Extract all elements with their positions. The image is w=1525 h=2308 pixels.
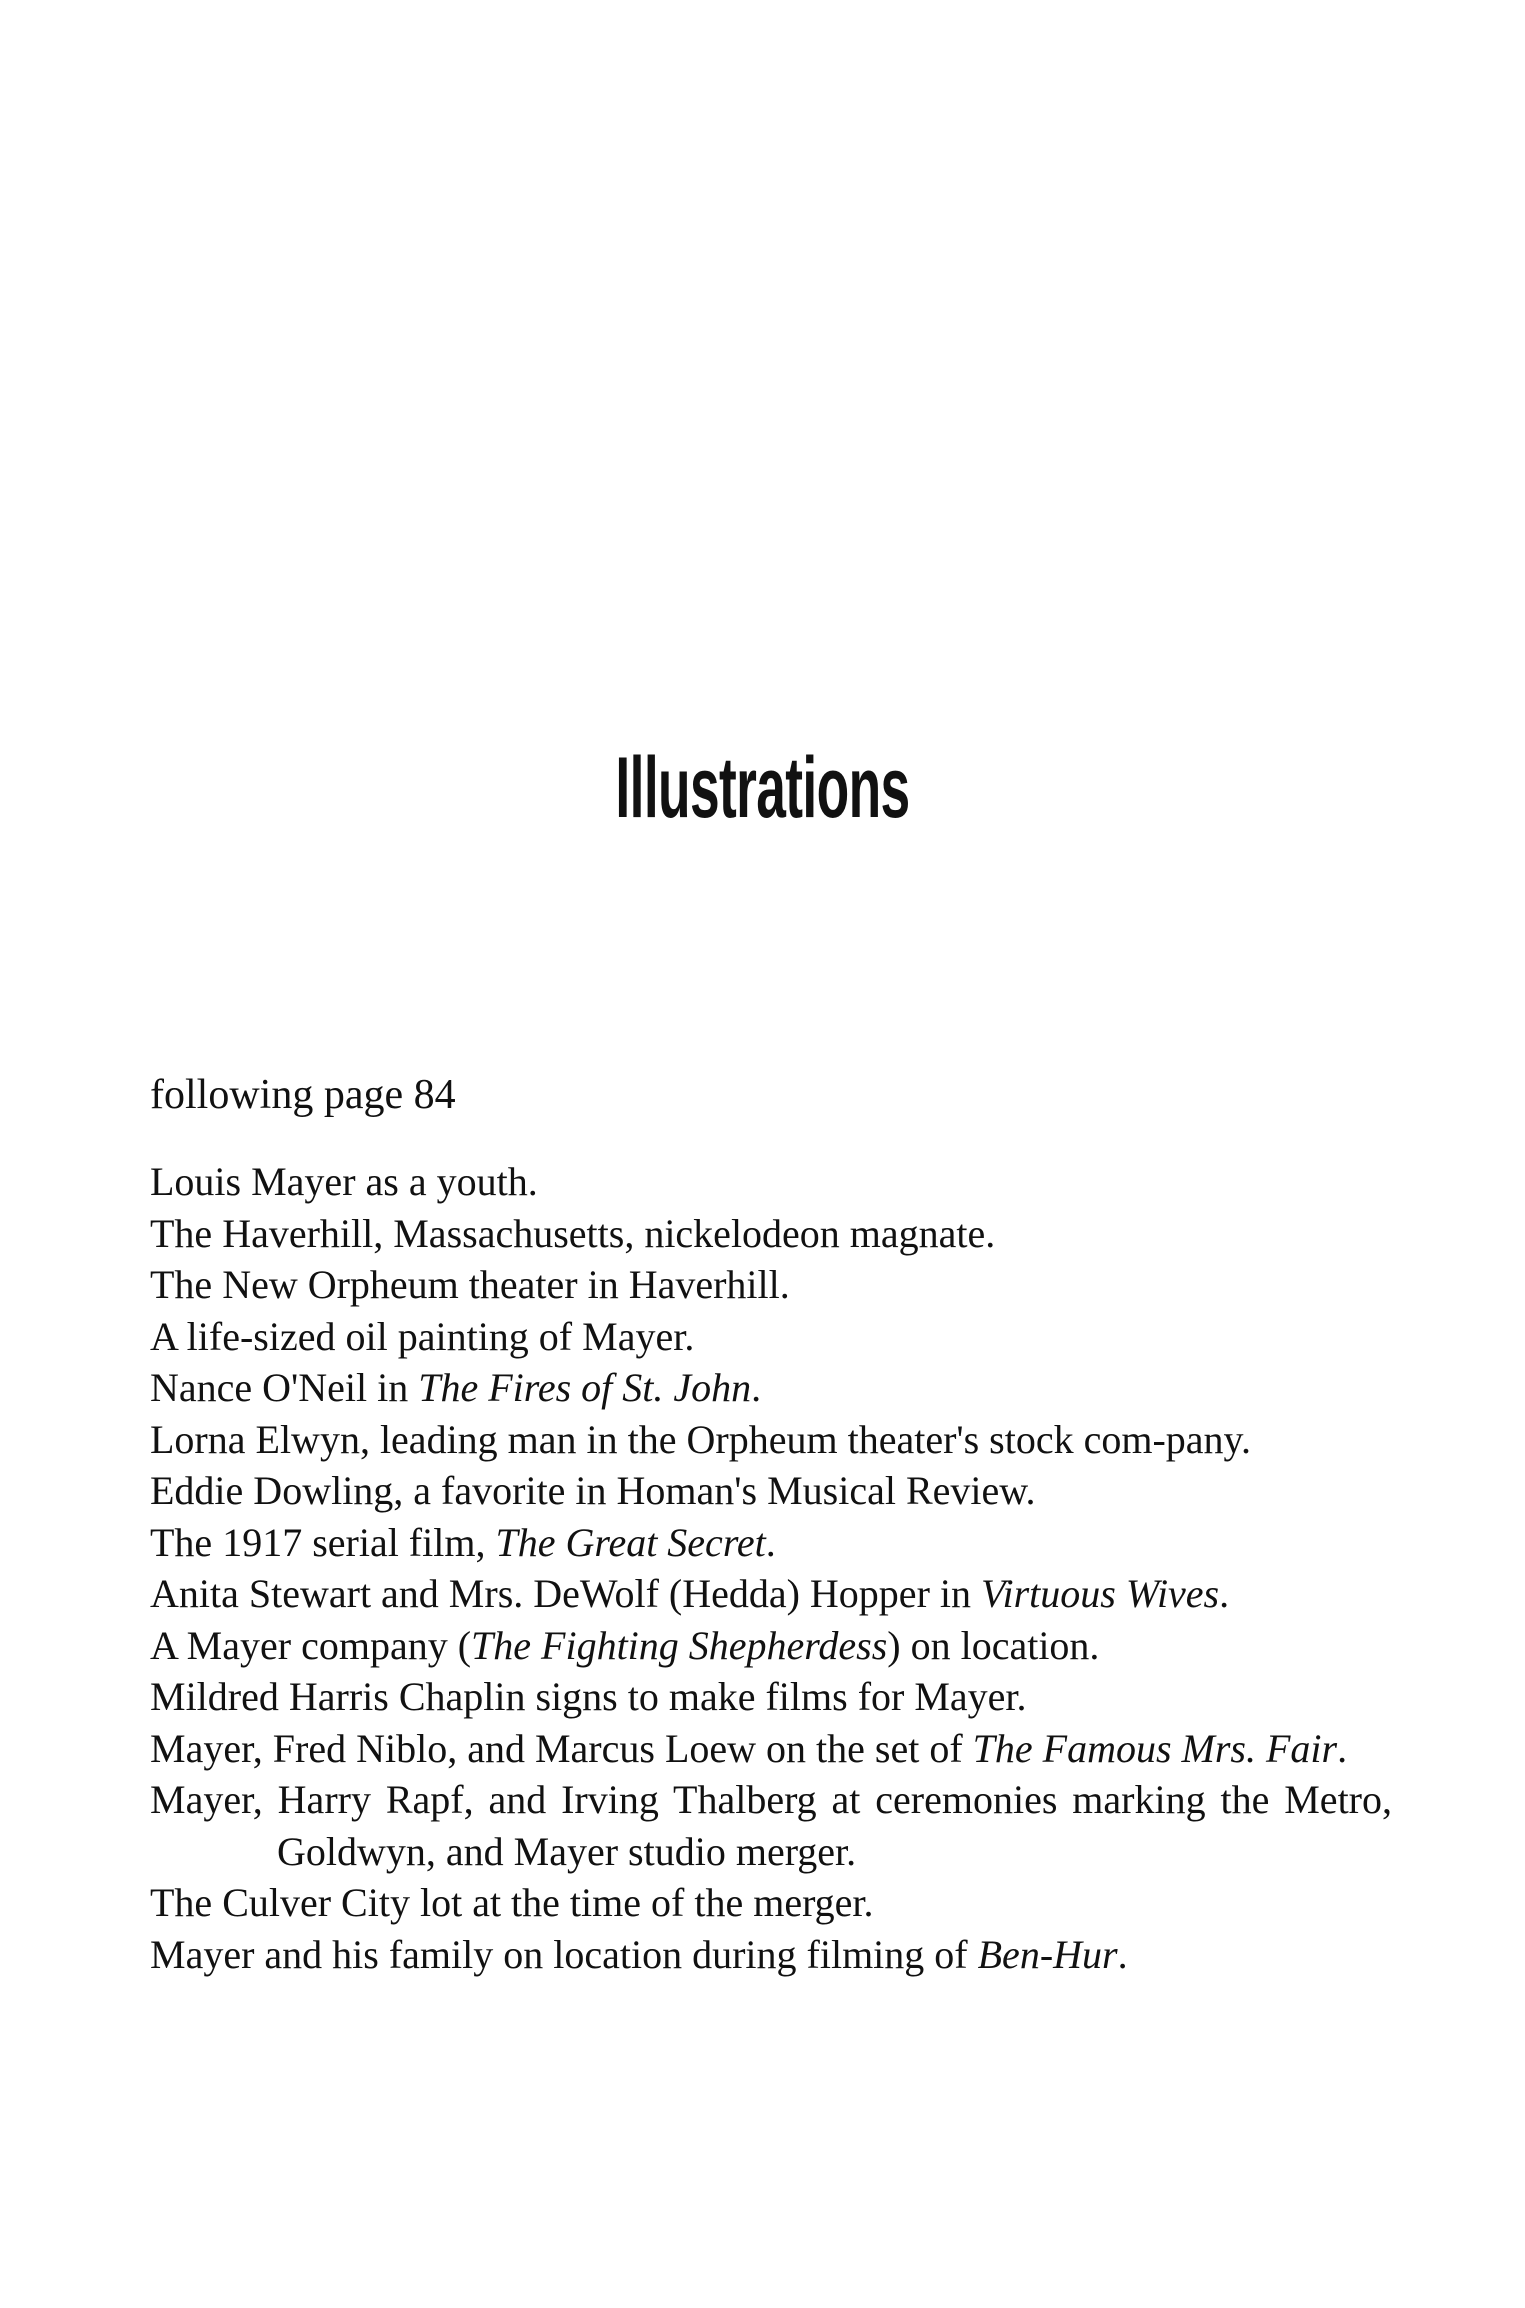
film-title: The Fighting Shepherdess	[471, 1622, 888, 1668]
list-item: Mayer, Harry Rapf, and Irving Thalberg at ceremonies marking the Metro, Goldwyn, and Mayer studio merger.	[150, 1777, 1392, 1874]
list-item: Mildred Harris Chaplin signs to make films for Mayer.	[150, 1674, 1027, 1719]
section-label: following page 84	[150, 1072, 456, 1118]
film-title: The Fires of St. John	[418, 1365, 752, 1410]
list-item: The New Orpheum theater in Haverhill.	[150, 1262, 790, 1307]
film-title: The Great Secret	[495, 1519, 766, 1565]
list-item: Nance O'Neil in The Fires of St. John.	[150, 1365, 762, 1410]
film-title: Ben-Hur	[977, 1931, 1118, 1977]
list-item: The Culver City lot at the time of the merger.	[150, 1880, 874, 1925]
film-title: Virtuous Wives	[981, 1571, 1220, 1616]
list-item: A Mayer company (The Fighting Shepherdess) on location.	[150, 1622, 1100, 1668]
list-item: The Haverhill, Massachusetts, nickelodeon magnate.	[150, 1210, 996, 1256]
list-item: Louis Mayer as a youth.	[150, 1159, 538, 1204]
list-item: Mayer, Fred Niblo, and Marcus Loew on the set of The Famous Mrs. Fair.	[150, 1725, 1348, 1771]
illustrations-list	[150, 1156, 1392, 1980]
list-item: A life-sized oil painting of Mayer.	[150, 1313, 695, 1359]
film-title: The Famous Mrs. Fair	[972, 1725, 1338, 1771]
list-item: Mayer and his family on location during filming of Ben-Hur.	[150, 1931, 1128, 1977]
list-item: Anita Stewart and Mrs. DeWolf (Hedda) Hopper in Virtuous Wives.	[150, 1571, 1230, 1616]
list-item: Eddie Dowling, a favorite in Homan's Musical Review.	[150, 1468, 1036, 1513]
page-title: Illustrations	[615, 740, 910, 836]
list-item: Lorna Elwyn, leading man in the Orpheum theater's stock com-pany.	[150, 1416, 1251, 1462]
list-item: The 1917 serial film, The Great Secret.	[150, 1519, 776, 1565]
